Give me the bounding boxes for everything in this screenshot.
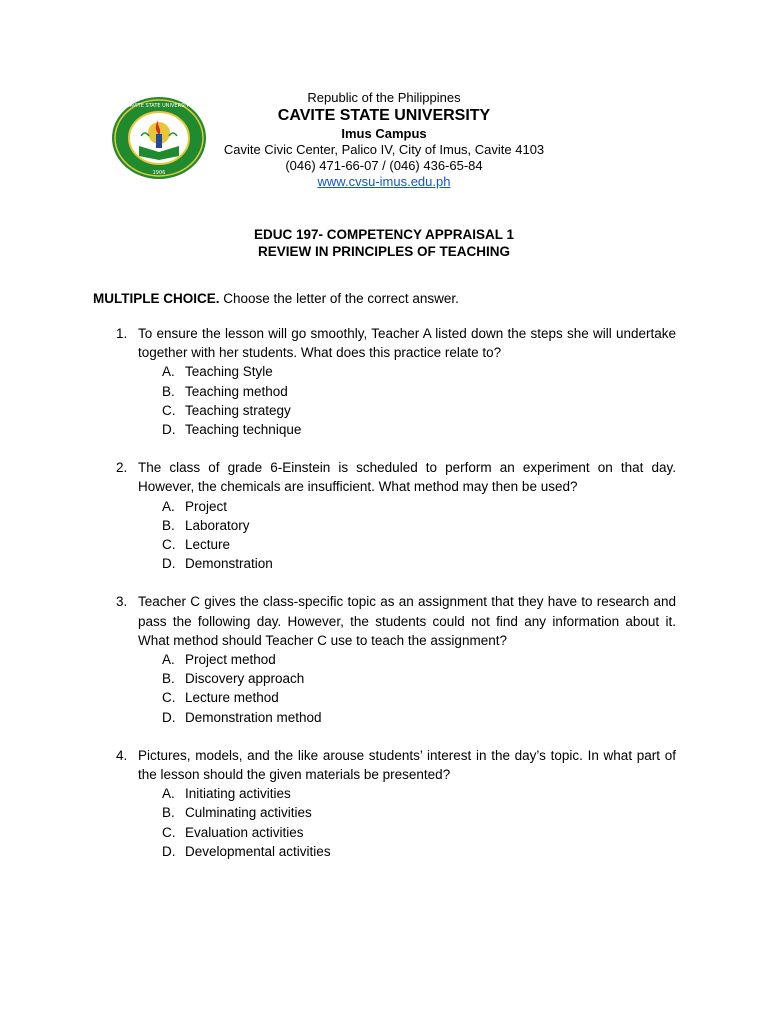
- option-a: [162, 784, 676, 803]
- option-b: [162, 669, 676, 688]
- instructions-text: Choose the letter of the correct answer.: [223, 291, 459, 306]
- option-letter: C.: [162, 537, 176, 553]
- title-line-1: EDUC 197- COMPETENCY APPRAISAL 1: [253, 227, 515, 242]
- instructions-label: MULTIPLE CHOICE.: [93, 291, 220, 306]
- option-letter: B.: [162, 517, 175, 533]
- seal-ring-text-top: CAVITE STATE UNIVERSITY: [126, 103, 192, 109]
- option-text: Lecture method: [185, 690, 279, 706]
- question-text: To ensure the lesson will go smoothly, Teacher A listed down the steps she will undertake together with her students. What does this practice relate to?: [138, 326, 676, 361]
- document-header: [0, 88, 768, 190]
- question-text: The class of grade 6-Einstein is scheduled to perform an experiment on that day. However, the chemicals are insufficient. What method may then be used?: [138, 460, 676, 495]
- title-line-2: REVIEW IN PRINCIPLES OF TEACHING: [257, 244, 511, 259]
- question-4: [116, 746, 676, 861]
- option-text: Lecture: [185, 537, 231, 553]
- option-letter: C.: [162, 690, 176, 706]
- option-text: Demonstration method: [185, 709, 322, 725]
- option-letter: D.: [162, 709, 176, 725]
- option-d: [162, 708, 676, 727]
- question-number: 3.: [116, 594, 128, 610]
- option-a: [162, 650, 676, 669]
- question-text: Pictures, models, and the like arouse students’ interest in the day’s topic. In what part of the lesson should the given materials be presented?: [138, 747, 676, 783]
- option-list: [162, 362, 676, 439]
- option-text: Laboratory: [185, 517, 250, 533]
- university-name: CAVITE STATE UNIVERSITY: [277, 107, 491, 124]
- option-list: [162, 497, 676, 574]
- option-letter: D.: [162, 556, 176, 572]
- option-b: [162, 382, 676, 401]
- option-list: [162, 784, 676, 861]
- exam-title: [0, 226, 768, 260]
- option-letter: D.: [162, 843, 176, 859]
- question-number: 2.: [116, 460, 128, 476]
- option-text: Teaching Style: [185, 364, 273, 380]
- option-text: Developmental activities: [185, 843, 331, 859]
- option-letter: C.: [162, 402, 176, 418]
- question-1: [116, 324, 676, 439]
- option-letter: D.: [162, 422, 176, 438]
- question-2: [116, 458, 676, 573]
- phone-line: (046) 471-66-07 / (046) 436-65-84: [285, 158, 483, 173]
- option-c: [162, 688, 676, 707]
- question-list: [116, 324, 676, 880]
- option-c: [162, 535, 676, 554]
- option-letter: B.: [162, 383, 175, 399]
- instructions: [93, 291, 459, 306]
- question-number: 4.: [116, 747, 128, 763]
- option-letter: C.: [162, 824, 176, 840]
- option-text: Discovery approach: [185, 671, 305, 687]
- option-d: [162, 420, 676, 439]
- option-text: Teaching method: [185, 383, 288, 399]
- option-b: [162, 803, 676, 822]
- question-text: Teacher C gives the class-specific topic as an assignment that they have to research and pass the following day. However, the students could not find any information about it. What method should Teacher C use to teach the assignment?: [138, 594, 676, 648]
- option-c: [162, 823, 676, 842]
- option-text: Evaluation activities: [185, 824, 304, 840]
- option-a: [162, 497, 676, 516]
- option-letter: B.: [162, 671, 175, 687]
- option-text: Project: [185, 498, 228, 514]
- question-3: [116, 592, 676, 726]
- option-a: [162, 362, 676, 381]
- option-letter: A.: [162, 498, 175, 514]
- option-b: [162, 516, 676, 535]
- option-letter: A.: [162, 786, 175, 802]
- address-line: Cavite Civic Center, Palico IV, City of Imus, Cavite 4103: [223, 142, 545, 157]
- option-text: Project method: [185, 652, 276, 668]
- option-text: Teaching technique: [185, 422, 302, 438]
- campus-name: Imus Campus: [341, 126, 427, 141]
- option-letter: A.: [162, 364, 175, 380]
- option-text: Teaching strategy: [185, 402, 291, 418]
- option-d: [162, 842, 676, 861]
- option-list: [162, 650, 676, 727]
- option-text: Demonstration: [185, 556, 273, 572]
- website-link[interactable]: www.cvsu-imus.edu.ph: [317, 174, 451, 189]
- option-c: [162, 401, 676, 420]
- option-text: Initiating activities: [185, 786, 291, 802]
- option-d: [162, 554, 676, 573]
- republic-line: Republic of the Philippines: [307, 90, 461, 105]
- option-text: Culminating activities: [185, 805, 312, 821]
- seal-ring-text-bottom: 1906: [152, 170, 166, 176]
- question-number: 1.: [116, 326, 128, 341]
- option-letter: A.: [162, 652, 175, 668]
- option-letter: B.: [162, 805, 175, 821]
